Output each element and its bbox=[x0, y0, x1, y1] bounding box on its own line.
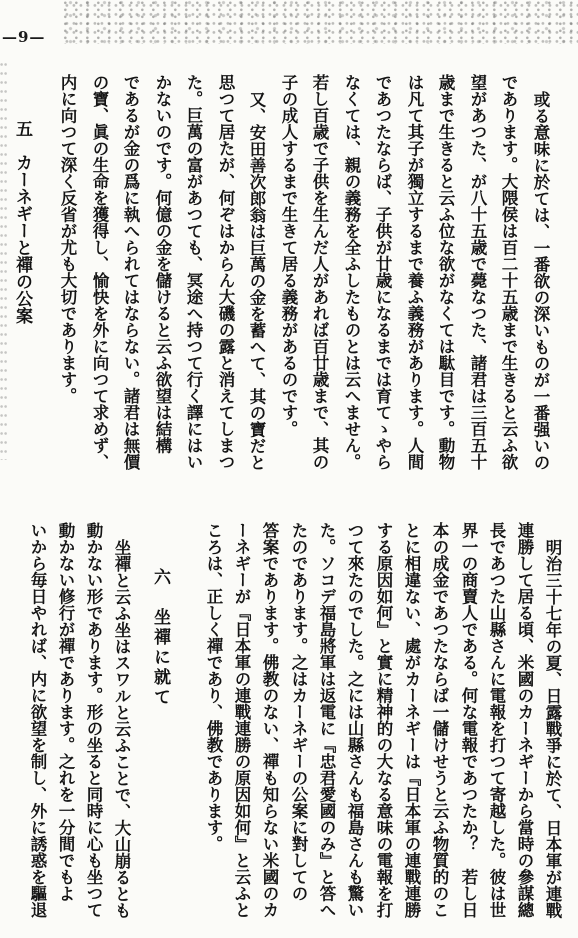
section-heading: 五 カーネギーと禪の公案 bbox=[12, 120, 32, 324]
text-column: 思つて居たが、何ぞはからん大磯の露と消えてしまつ bbox=[216, 74, 235, 470]
text-column: ーネギーが『日本軍の連戰連勝の原因如何』と云ふと bbox=[232, 522, 251, 918]
text-column: 動かない修行が禪であります。之れを一分間でもよ bbox=[56, 522, 75, 902]
text-column: た。巨萬の富があつても、冥途へ持つて行く譯にはい bbox=[184, 74, 203, 470]
text-column: 若し百歳で子供を生んだ人があれば百廿歳まで、其の bbox=[310, 74, 329, 470]
text-column: であるが金の爲に執へられてはならない。諸君は無價 bbox=[121, 74, 140, 470]
text-column: ころは、正しく禪であり、佛教であります。 bbox=[204, 522, 223, 852]
text-column: いから毎日やれば、内に欲望を制し、外に誘惑を驅退 bbox=[28, 522, 47, 918]
text-column: であつたならば、子供が廿歳になるまでは育てゝやら bbox=[373, 74, 392, 470]
text-column: 又、安田善次郎翁は巨萬の金を蓄へて、其の寶だと bbox=[247, 90, 266, 470]
text-column: 長であつた山縣さんに電報を打つて寄越した。彼は世 bbox=[487, 522, 506, 918]
text-column: た。ソコデ福島將軍は返電に『忠君愛國のみ』と答へ bbox=[317, 522, 336, 918]
text-column: つて來たのでした。之には山縣さんも福島さんも驚い bbox=[345, 522, 364, 918]
text-column: 望があつた、が八十五歳で薨なつた、諸君は三百五十 bbox=[468, 74, 487, 470]
text-column: 内に向つて深く反省が尤も大切であります。 bbox=[58, 74, 77, 404]
text-column: 答案であります。佛教のない、禪も知らない米國のカ bbox=[260, 522, 279, 918]
text-column: であります。大隈侯は百二十五歳まで生きると云ふ欲 bbox=[499, 74, 518, 470]
text-column: 子の成人するまで生きて居る義務があるのです。 bbox=[279, 74, 298, 437]
text-column: 坐禪と云ふ坐はスワルと云ふことで、大山崩るとも bbox=[112, 538, 131, 918]
text-column: 明治三十七年の夏、日露戰爭に於て、日本軍が連戰 bbox=[543, 538, 562, 918]
scan-noise bbox=[62, 0, 578, 44]
text-column: 歳まで生きると云ふ位な欲がなくては駄目です。動物 bbox=[436, 74, 455, 470]
section-heading: 六 坐禪に就て bbox=[150, 568, 170, 708]
text-column: 動かない形であります。形の坐ると同時に心も坐つて bbox=[84, 522, 103, 918]
text-column: 界一の商賣人である。何な電報であつたか？ 若し日 bbox=[459, 522, 478, 918]
scan-noise bbox=[0, 60, 8, 460]
text-column: 連勝して居る頃、米國のカーネギーから當時の參謀總 bbox=[515, 522, 534, 918]
text-column: たのであります。之はカーネギーの公案に對しての bbox=[289, 522, 308, 902]
text-column: する原因如何』と實に精神的の大なる意味の電報を打 bbox=[374, 522, 393, 918]
text-column: とに相違ない、處がカーネギーは『日本軍の連戰連勝 bbox=[402, 522, 421, 918]
text-column: なくては、親の義務を全ふしたものとは云へません。 bbox=[342, 74, 361, 470]
page-number: —9— bbox=[2, 28, 46, 46]
text-column: の寶、眞の生命を獲得し、愉快を外に向つて求めず、 bbox=[90, 74, 109, 470]
text-column: は凡て其子が獨立するまで養ふ義務があります。人間 bbox=[405, 74, 424, 470]
text-column: かないのです。何億の金を儲けると云ふ欲望は結構 bbox=[153, 74, 172, 454]
text-column: 本の成金であつたならば一儲けせうと云ふ物質的のこ bbox=[430, 522, 449, 918]
text-column: 或る意味に於ては、一番欲の深いものが一番强いの bbox=[531, 90, 550, 470]
